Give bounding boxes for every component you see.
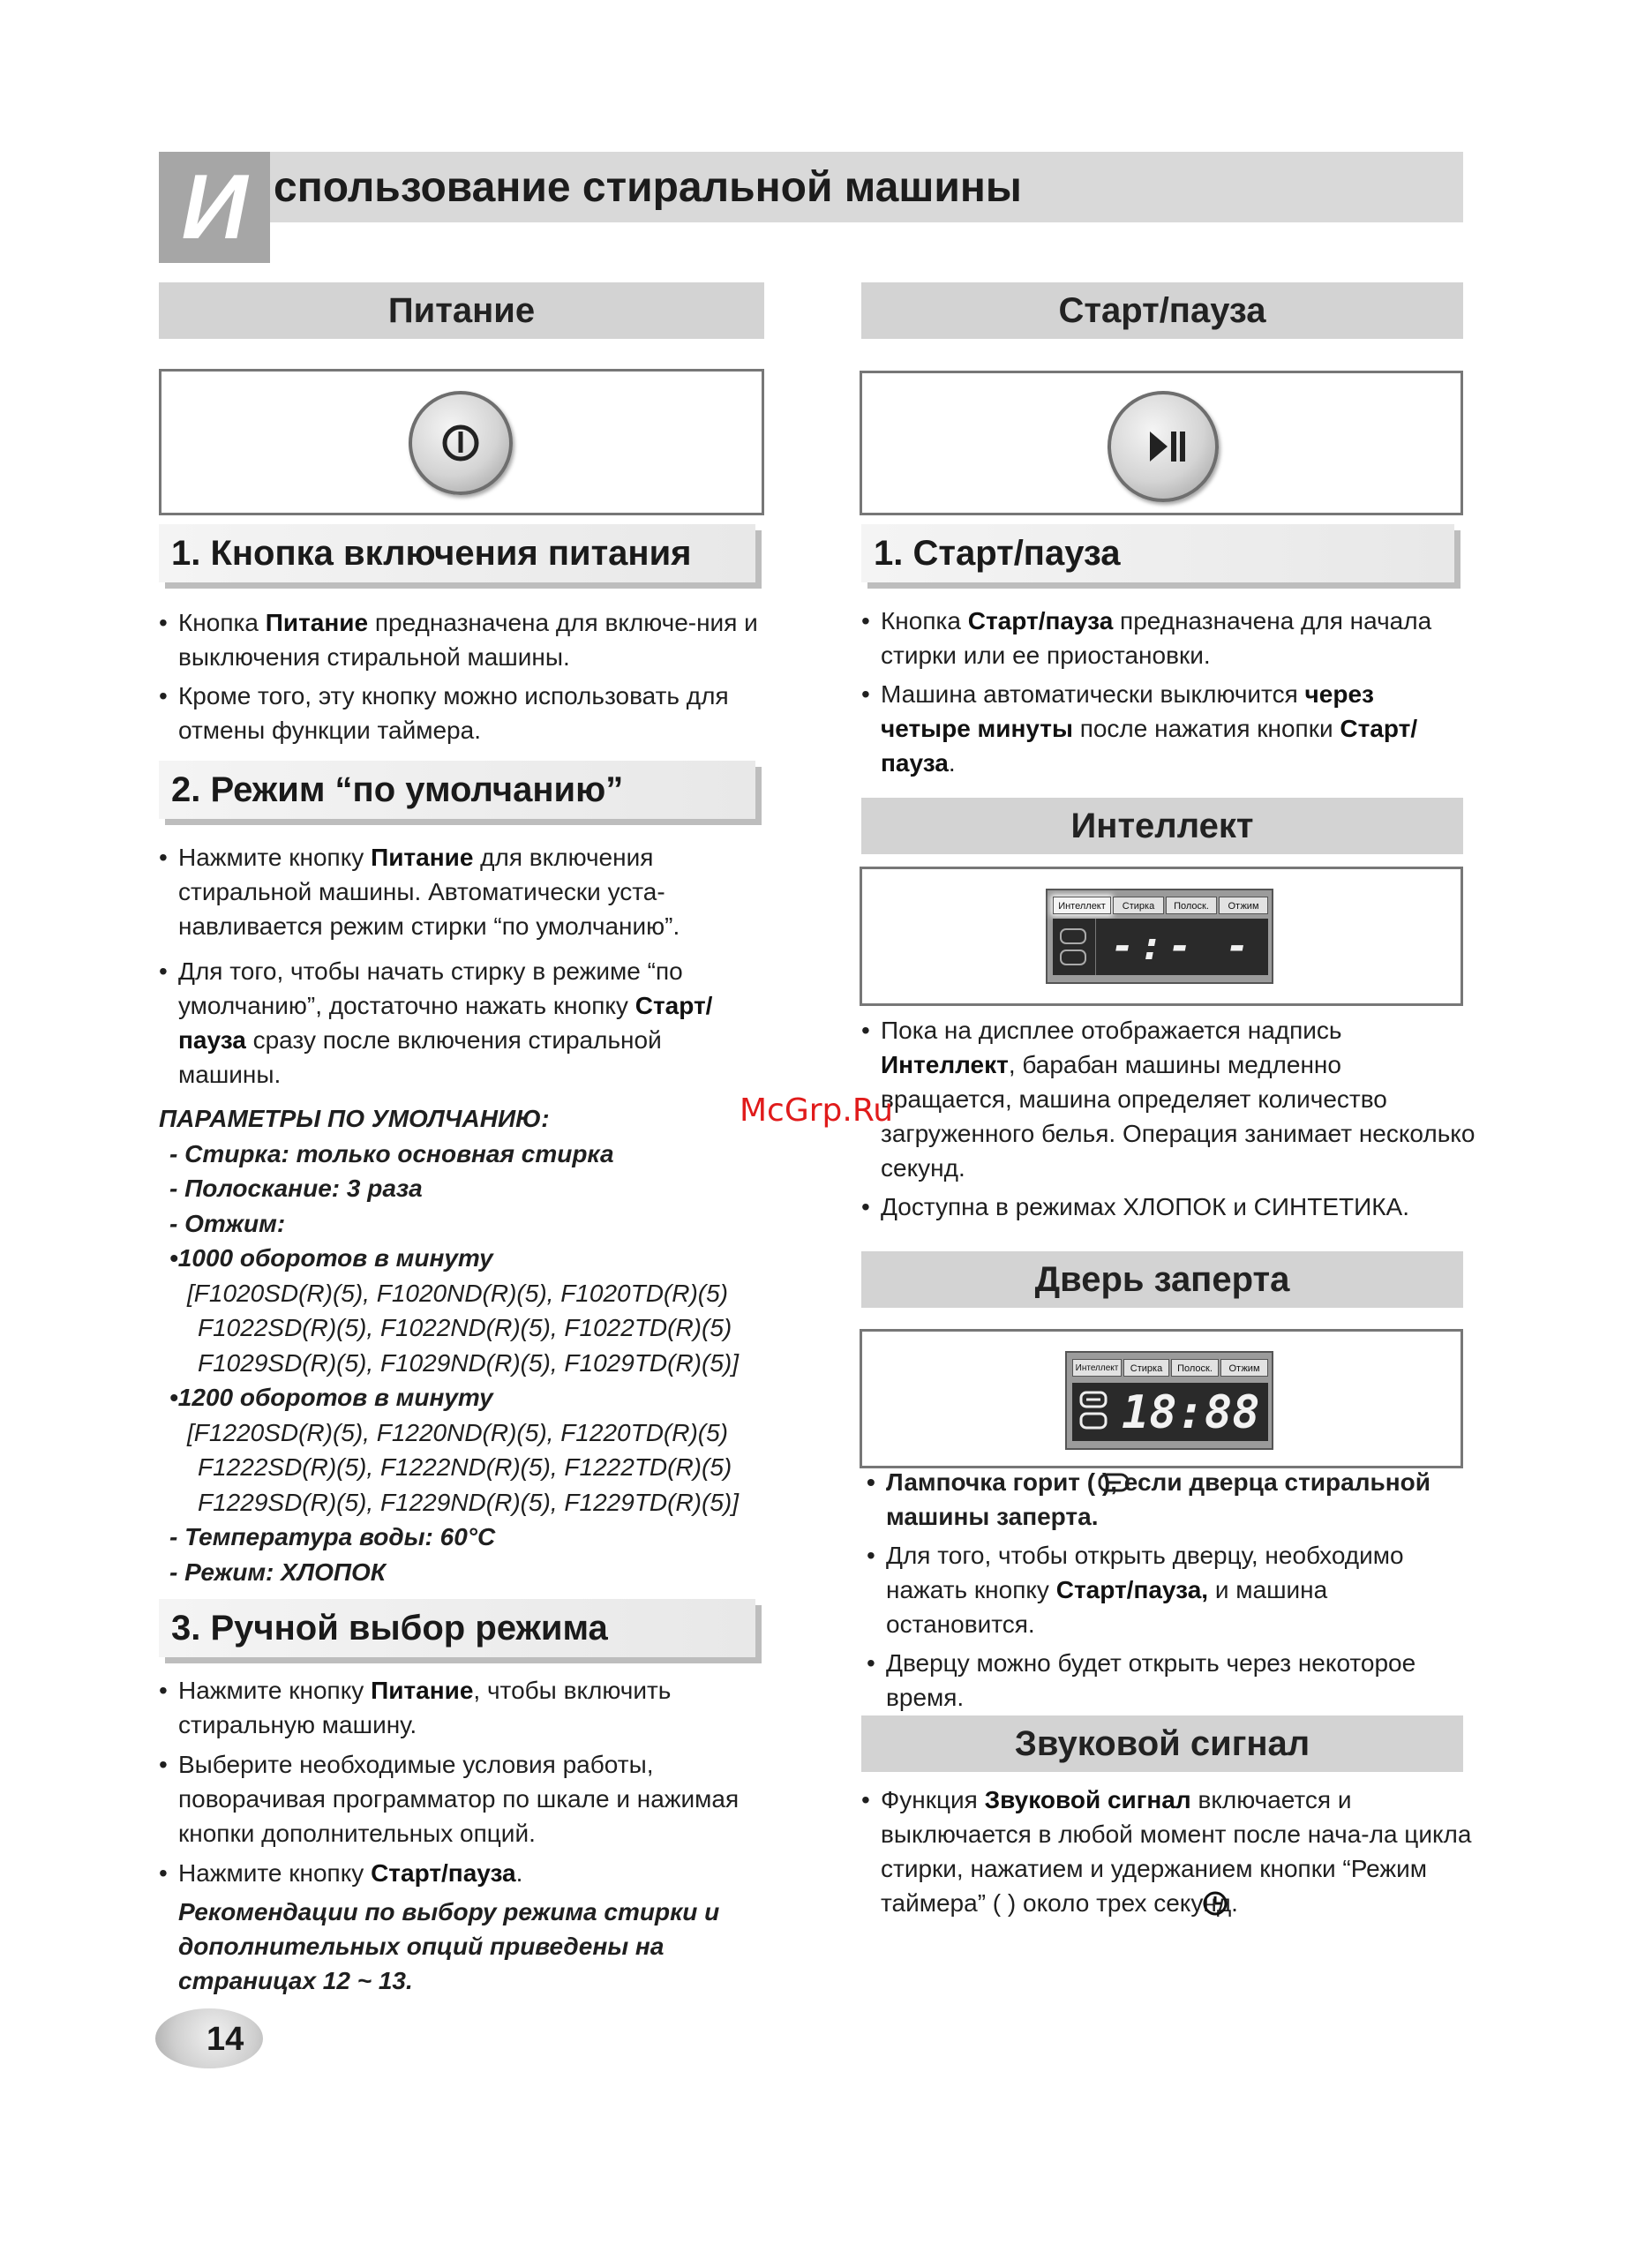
start-pause-button-image: [860, 371, 1463, 515]
intellect-text: [861, 1013, 1479, 1228]
start-pause-subheader: 1. Старт/пауза: [861, 524, 1454, 582]
title-initial-letter: И: [181, 156, 248, 259]
sound-signal-section-header: Звуковой сигнал: [861, 1715, 1463, 1772]
door-locked-section-header: Дверь заперта: [861, 1251, 1463, 1308]
manual-note: Рекомендации по выбору режима стирки и дополнительных опций приведены на страницах 12 ~ 13.: [178, 1898, 720, 1994]
lcd-tab-spin: Отжим: [1219, 897, 1268, 914]
default-bullet-2: • Для того, чтобы начать стирку в режиме “по умолчанию”, достаточно нажать кнопку Старт/пауза сразу после включения стиральной машины.: [159, 954, 768, 1092]
default-mode-subheader: 2. Режим “по умолчанию”: [159, 761, 755, 819]
start-pause-text: [861, 604, 1470, 784]
door-bullet-2: • Для того, чтобы открыть дверцу, необходимо нажать кнопку Старт/пауза, и машина остановится.: [867, 1538, 1476, 1641]
door-lcd: [1065, 1351, 1273, 1450]
power-text: [159, 605, 768, 752]
power-icon: [412, 394, 509, 492]
manual-bullet-1: • Нажмите кнопку Питание, чтобы включить стиральную машину.: [159, 1673, 768, 1742]
lcd-tab-rinse: Полоск.: [1166, 897, 1217, 914]
power-button-image: [159, 369, 764, 515]
timer-icon: [1202, 1890, 1228, 1917]
lcd-divider: [1095, 919, 1096, 975]
power-subheader: 1. Кнопка включения питания: [159, 524, 755, 582]
param-models-1000-b: F1022SD(R)(5), F1022ND(R)(5), F1022TD(R)(5): [198, 1314, 732, 1341]
param-spin-1000: •1000 оборотов в минуту: [169, 1244, 493, 1272]
intellect-digits: -:- -: [1111, 924, 1255, 969]
door-locked-text: [867, 1465, 1476, 1719]
manual-bullet-3: • Нажмите кнопку Старт/пауза.: [159, 1856, 768, 1890]
param-models-1200-c: F1229SD(R)(5), F1229ND(R)(5), F1229TD(R)(5)]: [198, 1488, 740, 1516]
param-spin-1200: •1200 оборотов в минуту: [169, 1384, 493, 1411]
play-pause-icon: [1111, 394, 1215, 499]
intellect-lcd: [1046, 889, 1273, 984]
door-lcd-tab-rinse: Полоск.: [1171, 1359, 1219, 1377]
lcd-tab-intellect: Интеллект: [1053, 897, 1111, 914]
start-pause-bullet-2: • Машина автоматически выключится через четыре минуты после нажатия кнопки Старт/пауза.: [861, 677, 1470, 780]
param-rinse: - Полоскание: 3 раза: [169, 1175, 423, 1202]
manual-mode-text: [159, 1673, 768, 1998]
start-pause-section-header: Старт/пауза: [861, 282, 1463, 339]
door-lock-icon: [1078, 1387, 1113, 1437]
power-section-header: Питание: [159, 282, 764, 339]
door-bullet-1: • Лампочка горит ( ), если дверца стиральной машины заперта.: [867, 1465, 1476, 1534]
door-locked-display-image: [860, 1329, 1463, 1468]
param-mode: - Режим: ХЛОПОК: [169, 1558, 386, 1586]
watermark: McGrp.Ru: [740, 1092, 894, 1129]
intellect-bullet-2: • Доступна в режимах ХЛОПОК и СИНТЕТИКА.: [861, 1190, 1479, 1224]
door-lock-inline-icon: [1098, 1473, 1130, 1492]
params-title: ПАРАМЕТРЫ ПО УМОЛЧАНИЮ:: [159, 1105, 550, 1132]
default-mode-text: [159, 840, 768, 1096]
power-bullet-1: • Кнопка Питание предназначена для включе-ния и выключения стиральной машины.: [159, 605, 768, 674]
param-spin: - Отжим:: [169, 1209, 286, 1237]
param-models-1000-c: F1029SD(R)(5), F1029ND(R)(5), F1029TD(R)(5)]: [198, 1348, 740, 1377]
lcd-status-icons: [1058, 922, 1090, 972]
default-bullet-1: • Нажмите кнопку Питание для включения стиральной машины. Автоматически уста-навливается режим стирки “по умолчанию”.: [159, 840, 768, 943]
intellect-lcd-screen: [1053, 919, 1268, 975]
intellect-bullet-1: • Пока на дисплее отображается надпись Интеллект, барабан машины медленно вращается, машина определяет количество загруженного белья. Операция занимает несколько секунд.: [861, 1013, 1479, 1185]
door-lcd-tab-wash: Стирка: [1123, 1359, 1169, 1377]
page-number: 14: [206, 2021, 244, 2058]
param-models-1000-a: [F1020SD(R)(5), F1020ND(R)(5), F1020TD(R)(5): [187, 1279, 729, 1307]
door-lcd-screen: [1072, 1383, 1268, 1441]
lcd-tab-wash: Стирка: [1113, 897, 1164, 914]
default-parameters: [159, 1101, 768, 1589]
page-title: спользование стиральной машины: [274, 164, 1022, 211]
door-digits: 18:88: [1122, 1386, 1260, 1439]
intellect-display-image: [860, 867, 1463, 1006]
manual-mode-subheader: 3. Ручной выбор режима: [159, 1599, 755, 1657]
param-wash: - Стирка: только основная стирка: [169, 1139, 614, 1167]
power-button: [409, 391, 513, 495]
power-bullet-2: • Кроме того, эту кнопку можно использовать для отмены функции таймера.: [159, 679, 768, 747]
param-temperature: - Температура воды: 60°С: [169, 1523, 496, 1550]
sound-signal-text: [861, 1783, 1479, 1925]
start-pause-button: [1108, 391, 1219, 502]
door-lcd-tab-spin: Отжим: [1220, 1359, 1268, 1377]
start-pause-bullet-1: • Кнопка Старт/пауза предназначена для начала стирки или ее приостановки.: [861, 604, 1470, 672]
manual-bullet-2: • Выберите необходимые условия работы, поворачивая программатор по шкале и нажимая кнопки дополнительных опций.: [159, 1747, 768, 1850]
door-bullet-3: • Дверцу можно будет открыть через некоторое время.: [867, 1646, 1476, 1715]
intellect-section-header: Интеллект: [861, 798, 1463, 854]
param-models-1200-b: F1222SD(R)(5), F1222ND(R)(5), F1222TD(R)(5): [198, 1453, 732, 1481]
param-models-1200-a: [F1220SD(R)(5), F1220ND(R)(5), F1220TD(R)(5): [187, 1418, 729, 1446]
door-lcd-tab-intellect: Интеллект: [1072, 1359, 1122, 1377]
sound-bullet-1: • Функция Звуковой сигнал включается и выключается в любой момент после нача-ла цикла стирки, нажатием и удержанием кнопки “Режим таймера” ( ) около трех секунд.: [861, 1783, 1479, 1920]
